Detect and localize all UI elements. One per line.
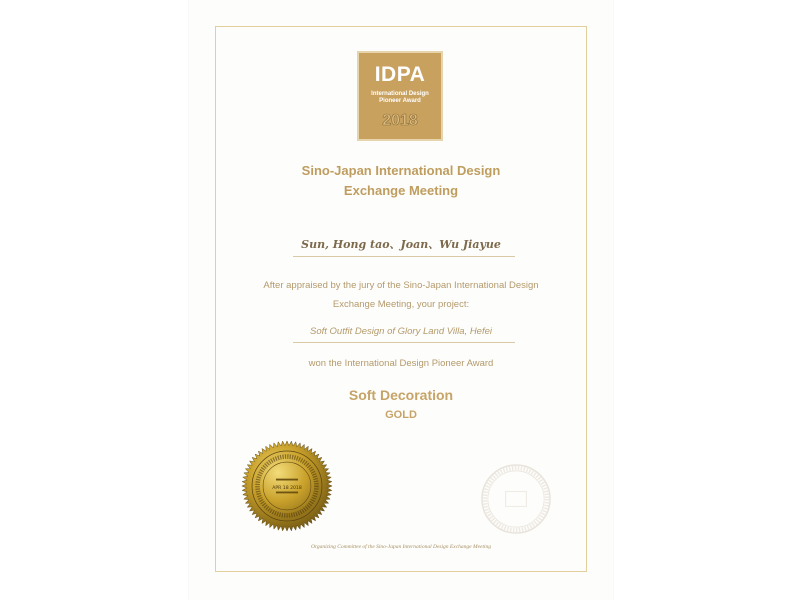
embossed-stamp	[479, 462, 553, 536]
award-statement: won the International Design Pioneer Award	[308, 358, 494, 369]
certificate-sheet	[189, 0, 613, 600]
body-text-line-1: After appraised by the jury of the Sino-Japan International Design	[263, 280, 539, 291]
seal-date-text: APR 18 2018	[272, 485, 302, 491]
award-level: GOLD	[385, 409, 417, 421]
certificate-title-line-1: Sino-Japan International Design	[301, 163, 501, 178]
idpa-logo	[357, 51, 443, 141]
body-text-line-2: Exchange Meeting, your project:	[332, 299, 470, 310]
logo-acronym: IDPA	[374, 63, 426, 86]
logo-line-2: Pioneer Award	[379, 98, 421, 104]
project-underline	[293, 342, 515, 343]
logo-year: 2018	[382, 112, 418, 129]
award-category: Soft Decoration	[348, 387, 454, 403]
organizing-committee-footer: Organizing Committee of the Sino-Japan International Design Exchange Meeting	[310, 544, 492, 550]
project-name: Soft Outfit Design of Glory Land Villa, Hefei	[310, 326, 492, 337]
gold-foil-seal	[241, 440, 333, 532]
certificate-title-line-2: Exchange Meeting	[343, 183, 459, 198]
recipient-names: Sun, Hong tao、Joan、Wu Jiayue	[301, 238, 501, 251]
logo-line-1: International Design	[371, 91, 429, 97]
recipient-underline	[293, 256, 515, 257]
